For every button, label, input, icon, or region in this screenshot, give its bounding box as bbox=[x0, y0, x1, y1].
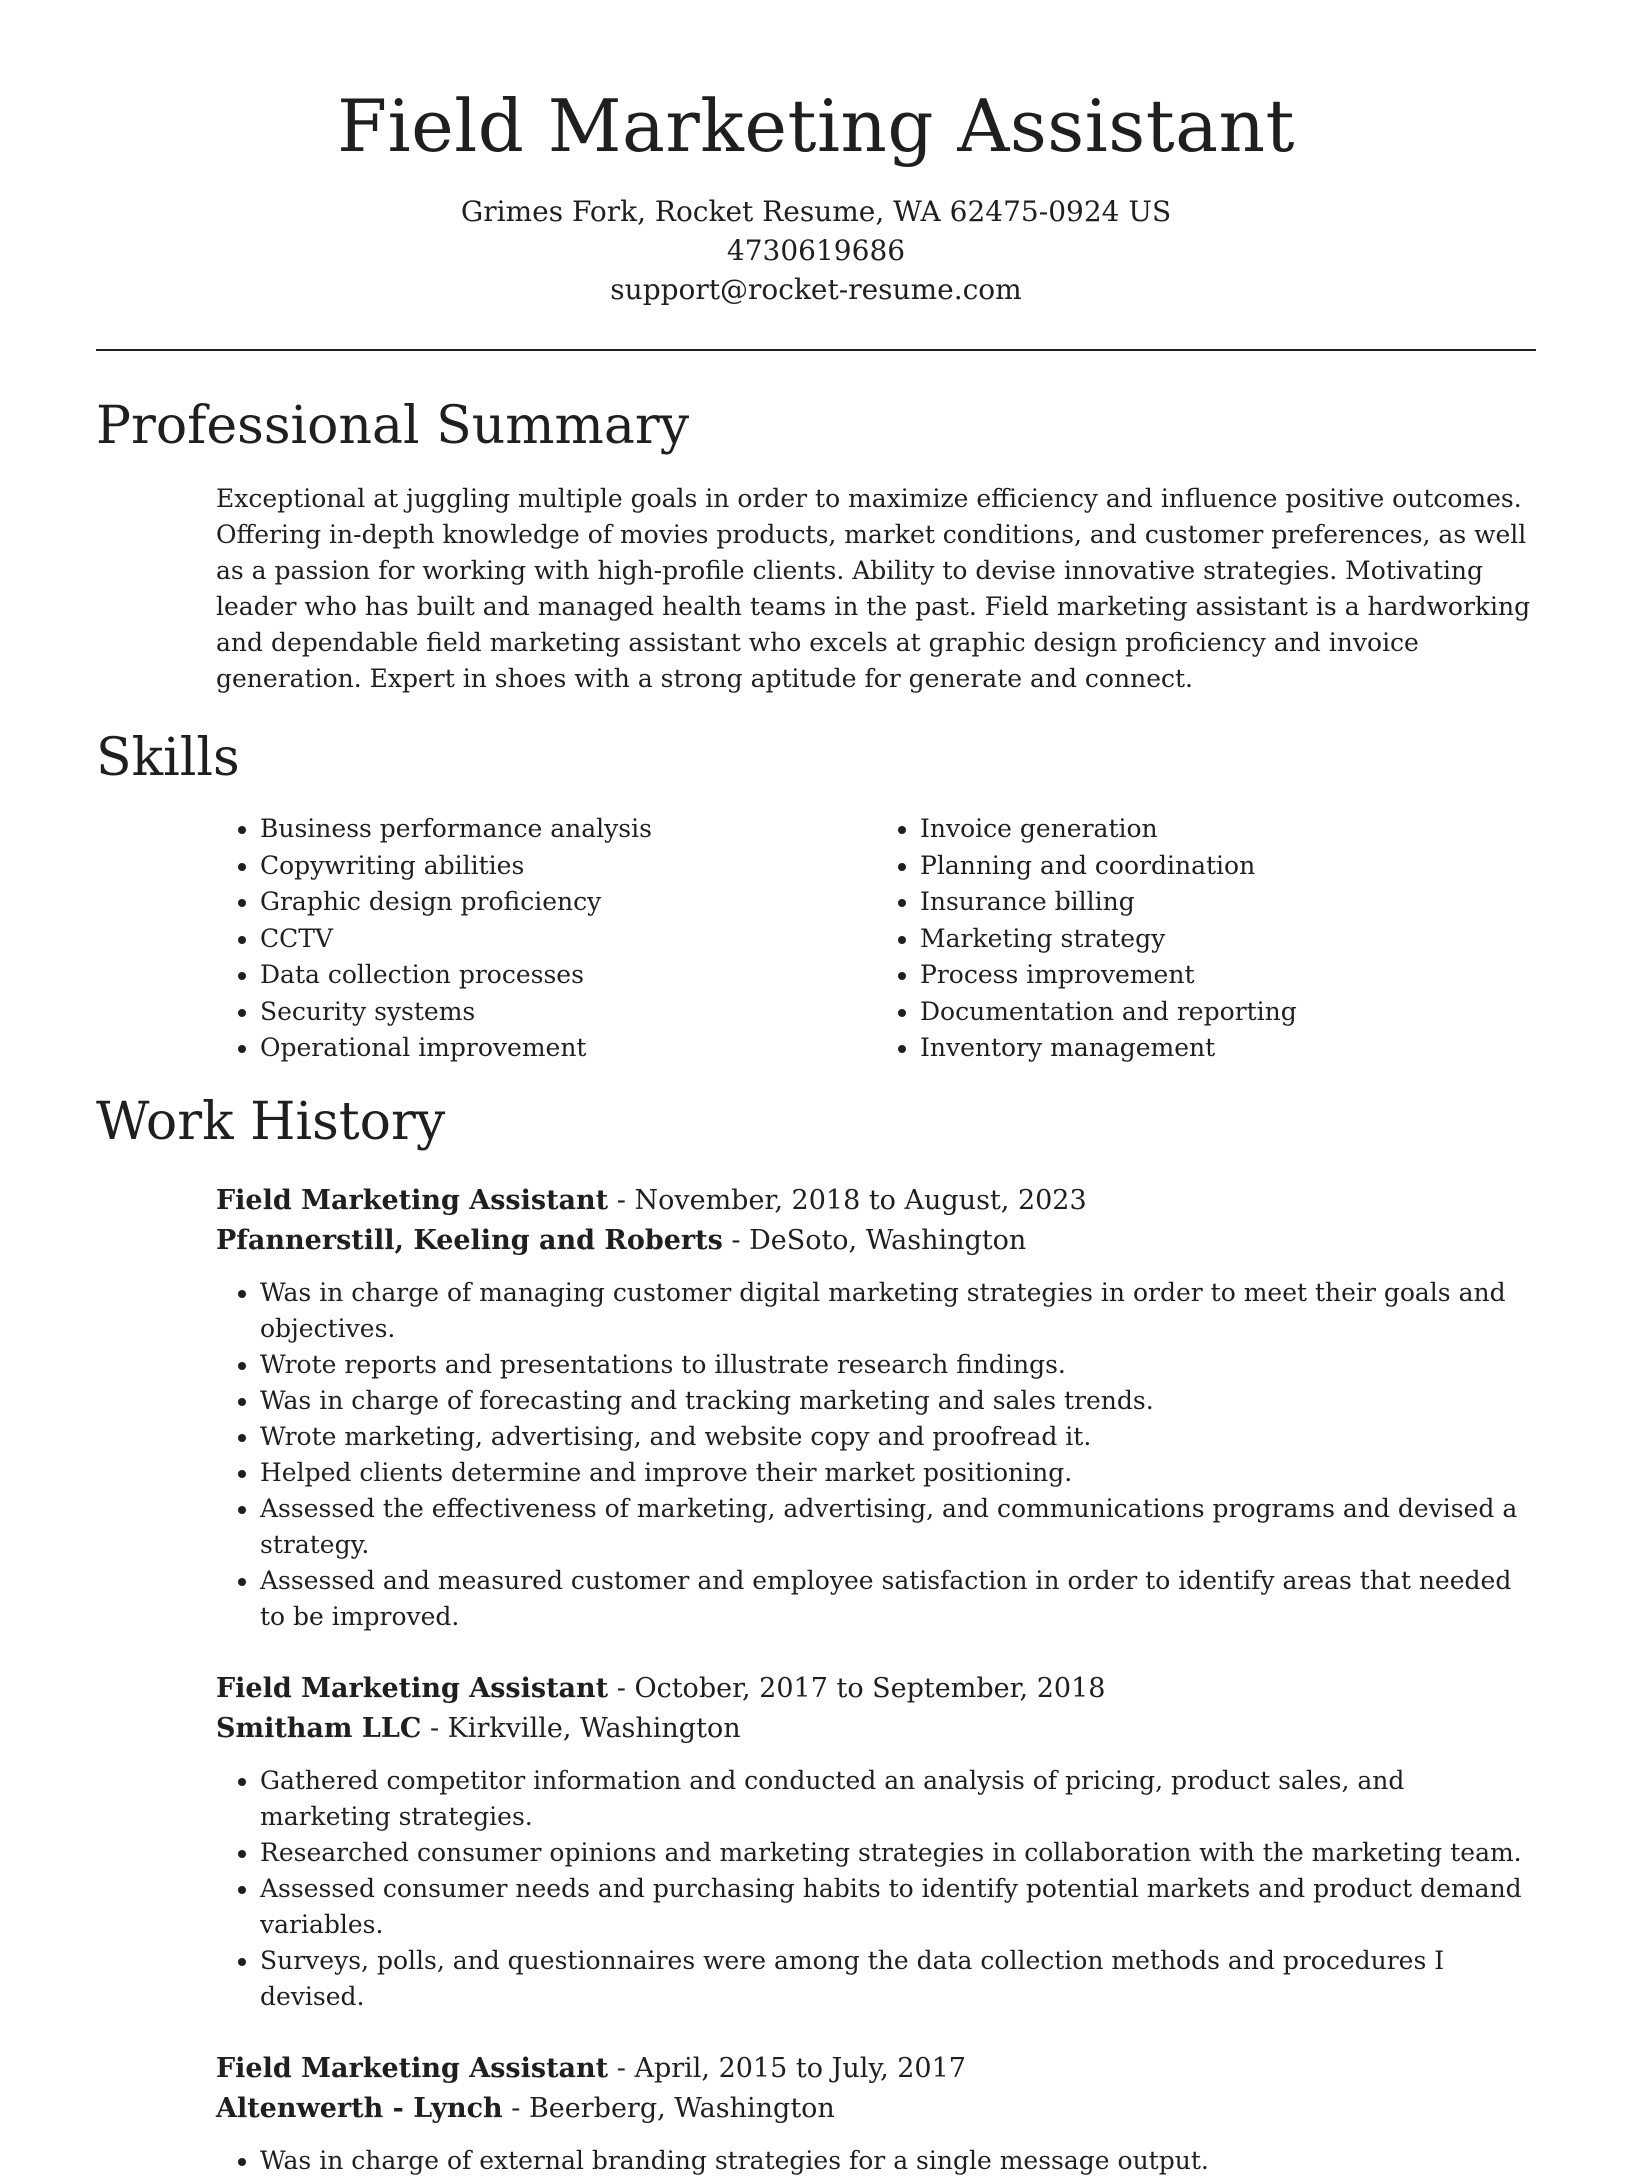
contact-address: Grimes Fork, Rocket Resume, WA 62475-0924 US bbox=[460, 195, 1172, 228]
job-bullet: • Wrote marketing, advertising, and website copy and proofread it. bbox=[260, 1419, 1536, 1455]
candidate-title: Field Marketing Assistant bbox=[337, 84, 1295, 168]
job-entry bbox=[216, 2049, 1536, 2179]
job-role: Field Marketing Assistant bbox=[216, 2052, 609, 2084]
job-separator: - bbox=[608, 1184, 635, 1216]
job-company: Smitham LLC bbox=[216, 1712, 422, 1744]
skills-list bbox=[216, 811, 1536, 1067]
skill-item: • Graphic design proficiency bbox=[260, 884, 876, 921]
skill-item: • CCTV bbox=[260, 921, 876, 958]
job-bullet: • Wrote reports and presentations to illustrate research findings. bbox=[260, 1347, 1536, 1383]
job-dates: November, 2018 to August, 2023 bbox=[634, 1184, 1087, 1216]
skill-item: • Inventory management bbox=[920, 1030, 1536, 1067]
job-bullet: • Researched consumer opinions and marketing strategies in collaboration with the marketing team. bbox=[260, 1835, 1536, 1871]
job-bullet: • Was in charge of external branding strategies for a single message output. bbox=[260, 2143, 1536, 2179]
skills-heading: Skills bbox=[96, 728, 240, 788]
skill-item: • Documentation and reporting bbox=[920, 994, 1536, 1031]
job-bullet: • Assessed and measured customer and employee satisfaction in order to identify areas that needed to be improved. bbox=[260, 1563, 1536, 1635]
skill-item: • Process improvement bbox=[920, 957, 1536, 994]
job-bullet: • Was in charge of managing customer digital marketing strategies in order to meet their goals and objectives. bbox=[260, 1275, 1536, 1347]
job-role: Field Marketing Assistant bbox=[216, 1184, 609, 1216]
skill-item: • Data collection processes bbox=[260, 957, 876, 994]
skills-column-right bbox=[876, 811, 1536, 1067]
job-entry bbox=[216, 1181, 1536, 1635]
job-bullet: • Assessed the effectiveness of marketing, advertising, and communications programs and devised a strategy. bbox=[260, 1491, 1536, 1563]
job-company-line bbox=[216, 1709, 1536, 1749]
job-title-line bbox=[216, 2049, 1536, 2089]
job-company: Altenwerth - Lynch bbox=[216, 2092, 503, 2124]
job-bullets bbox=[216, 1763, 1536, 2015]
contact-email: support@rocket-resume.com bbox=[610, 273, 1022, 306]
skill-item: • Copywriting abilities bbox=[260, 848, 876, 885]
skill-item: • Insurance billing bbox=[920, 884, 1536, 921]
job-separator: - bbox=[608, 2052, 635, 2084]
skill-item: • Planning and coordination bbox=[920, 848, 1536, 885]
skill-item: • Business performance analysis bbox=[260, 811, 876, 848]
job-separator: - bbox=[608, 1672, 635, 1704]
job-location: Beerberg, Washington bbox=[528, 2092, 835, 2124]
job-bullet: • Gathered competitor information and conducted an analysis of pricing, product sales, and marketing strategies. bbox=[260, 1763, 1536, 1835]
header-divider bbox=[96, 349, 1536, 351]
job-title-line bbox=[216, 1181, 1536, 1221]
job-company-line bbox=[216, 2089, 1536, 2129]
job-title-line bbox=[216, 1669, 1536, 1709]
work-history-heading: Work History bbox=[96, 1091, 446, 1152]
contact-phone: 4730619686 bbox=[726, 234, 906, 267]
job-bullets bbox=[216, 2143, 1536, 2179]
job-bullet: • Surveys, polls, and questionnaires were among the data collection methods and procedures I devised. bbox=[260, 1943, 1536, 2015]
job-company: Pfannerstill, Keeling and Roberts bbox=[216, 1224, 723, 1256]
resume-header bbox=[0, 0, 1632, 309]
skill-item: • Marketing strategy bbox=[920, 921, 1536, 958]
job-role: Field Marketing Assistant bbox=[216, 1672, 609, 1704]
job-dates: April, 2015 to July, 2017 bbox=[634, 2052, 966, 2084]
summary-heading: Professional Summary bbox=[96, 396, 690, 456]
contact-block bbox=[0, 192, 1632, 309]
job-location: DeSoto, Washington bbox=[749, 1224, 1027, 1256]
job-bullet: • Helped clients determine and improve their market positioning. bbox=[260, 1455, 1536, 1491]
job-location: Kirkville, Washington bbox=[447, 1712, 741, 1744]
skill-item: • Operational improvement bbox=[260, 1030, 876, 1067]
job-dates: October, 2017 to September, 2018 bbox=[634, 1672, 1106, 1704]
job-bullet: • Assessed consumer needs and purchasing habits to identify potential markets and product demand variables. bbox=[260, 1871, 1536, 1943]
skill-item: • Invoice generation bbox=[920, 811, 1536, 848]
summary-text: Exceptional at juggling multiple goals in order to maximize efficiency and influence positive outcomes. Offering in-depth knowledge of movies products, market conditions, and customer preferences, as well as a passion for working with high-profile clients. Ability to devise innovative strategies. Motivating leader who has built and managed health teams in the past. Field marketing assistant is a hardworking and dependable field marketing assistant who excels at graphic design proficiency and invoice generation. Expert in shoes with a strong aptitude for generate and connect. bbox=[216, 484, 1531, 693]
job-company-line bbox=[216, 1221, 1536, 1261]
job-separator: - bbox=[722, 1224, 750, 1256]
job-bullet: • Was in charge of forecasting and tracking marketing and sales trends. bbox=[260, 1383, 1536, 1419]
skill-item: • Security systems bbox=[260, 994, 876, 1031]
job-entry bbox=[216, 1669, 1536, 2015]
job-separator: - bbox=[421, 1712, 448, 1744]
job-separator: - bbox=[502, 2092, 529, 2124]
skills-column-left bbox=[216, 811, 876, 1067]
job-bullets bbox=[216, 1275, 1536, 1635]
